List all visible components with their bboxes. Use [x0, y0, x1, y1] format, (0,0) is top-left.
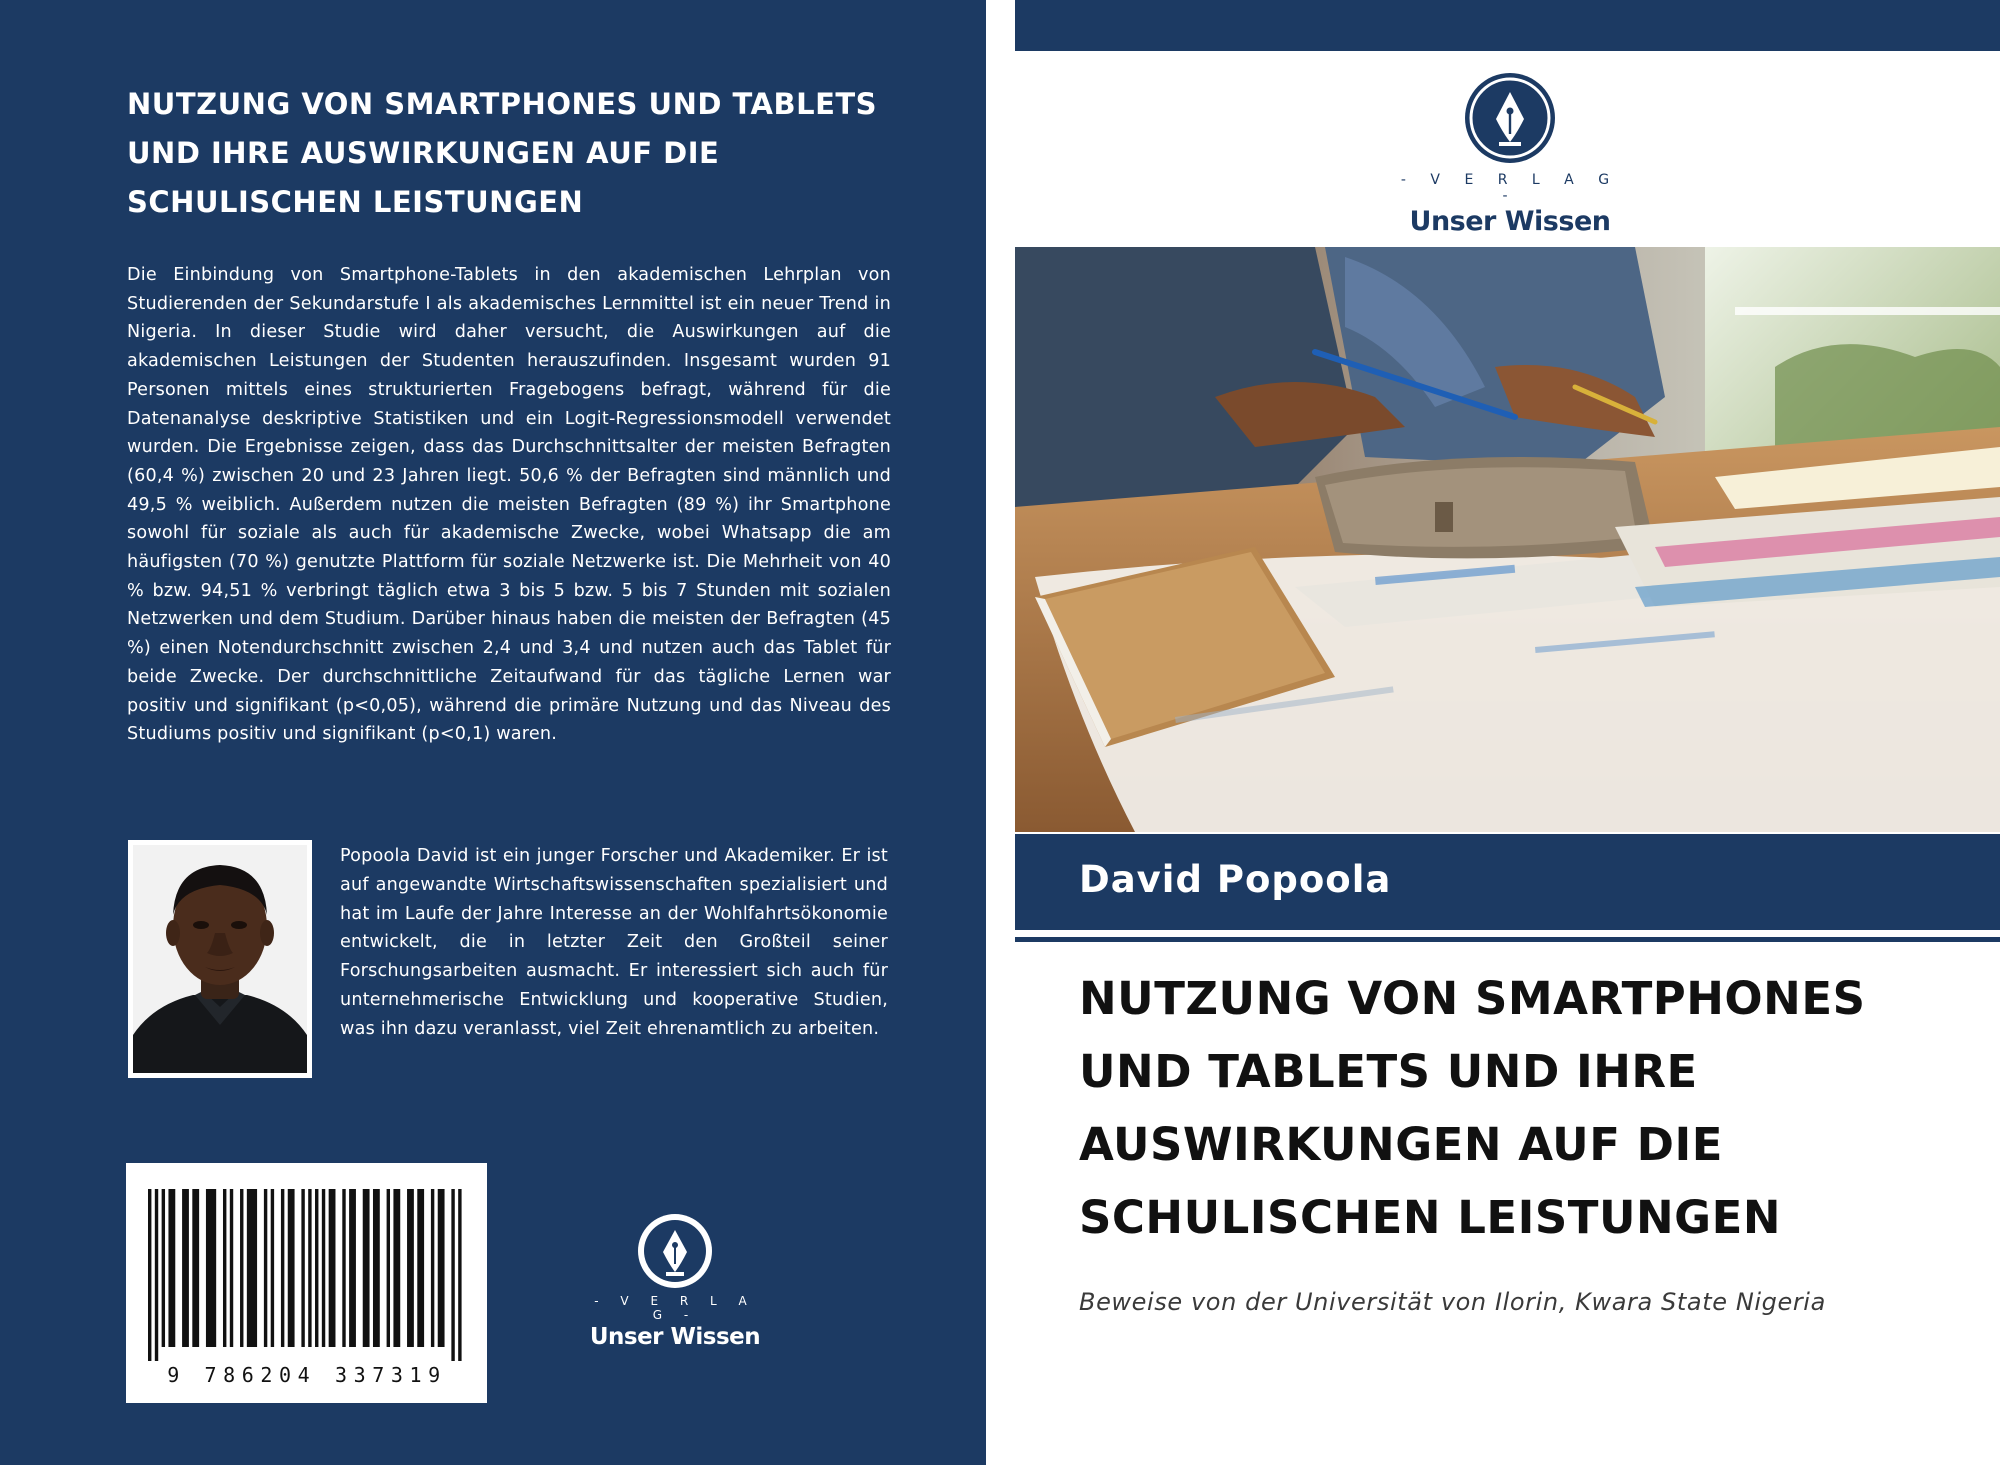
cover-photo: [1015, 247, 2000, 832]
barcode-bar: [192, 1189, 199, 1347]
back-cover-title: NUTZUNG VON SMARTPHONES UND TABLETS UND IHRE AUSWIRKUNGEN AUF DIE SCHULISCHEN LEISTUNGEN: [127, 87, 878, 219]
author-portrait-photo: [133, 845, 307, 1073]
isbn-barcode: [126, 1163, 487, 1403]
barcode-bar: [240, 1189, 243, 1347]
barcode-bar: [349, 1189, 356, 1347]
barcode-bar: [288, 1189, 295, 1347]
barcode-bar: [417, 1189, 424, 1347]
barcode-bar: [162, 1189, 165, 1347]
barcode-bar: [271, 1189, 274, 1347]
divider-rule: [1015, 937, 2000, 942]
barcode-icon: [148, 1189, 465, 1361]
back-verlag-label: - V E R L A G -: [594, 1294, 756, 1322]
author-bar: [1015, 834, 2000, 930]
front-cover-subtitle: Beweise von der Universität von Ilorin, Kwara State Nigeria: [1079, 1288, 1826, 1316]
barcode-bar: [301, 1189, 304, 1347]
top-navy-bar: [1015, 0, 2000, 51]
barcode-bar: [308, 1189, 311, 1347]
barcode-bar: [155, 1189, 158, 1361]
front-cover: [1015, 0, 2000, 1465]
back-cover-abstract: Die Einbindung von Smartphone-Tablets in den akademischen Lehrplan von Studierenden der Sekundarstufe I als akademisches Lernmittel ist ein neuer Trend in Nigeria. In dieser Studie wird daher versucht, die Auswirkungen auf die akademischen Leistungen der Studenten herauszufinden. Insgesamt wurden 91 Personen mittels eines strukturierten Fragebogens befragt, während für die Datenanalyse deskriptive Statistiken und ein Logit-Regressionsmodell verwendet wurden. Die Ergebnisse zeigen, dass das Durchschnittsalter der meisten Befragten (60,4 %) zwischen 20 und 23 Jahren liegt. 50,6 % der Befragten sind männlich und 49,5 % weiblich. Außerdem nutzen die meisten Befragten (89 %) ihr Smartphone sowohl für soziale als auch für akademische Zwecke, wobei Whatsapp die am häufigsten (70 %) genutzte Plattform für soziale Netzwerke ist. Die Mehrheit von 40 % bzw. 94,51 % verbringt täglich etwa 3 bis 5 bzw. 5 bis 7 Stunden mit sozialen Netzwerken und dem Studium. Darüber hinaus haben die meisten der Befragten (45 %) einen Notendurchschnitt zwischen 2,4 und 3,4 und nutzen auch das Tablet für beide Zwecke. Der durchschnittliche Zeitaufwand für das tägliche Lernen war positiv und signifikant (p<0,05), während die primäre Nutzung und das Niveau des Studiums positiv und signifikant (p<0,1) waren.: [127, 265, 891, 745]
barcode-bar: [315, 1189, 318, 1347]
author-bio: Popoola David ist ein junger Forscher und Akademiker. Er ist auf angewandte Wirtschaftswissenschaften spezialisiert und hat im Laufe der Jahre Interesse an der Wohlfahrtsökonomie entwickelt, die in letzter Zeit den Großteil seiner Forschungsarbeiten ausmacht. Er interessiert sich auch für unternehmerische Entwicklung und kooperative Studien, was ihn dazu veranlasst, viel Zeit ehrenamtlich zu arbeiten.: [340, 846, 888, 1039]
spine-gap: [986, 0, 1015, 1465]
front-publisher-name: Unser Wissen: [1409, 206, 1611, 237]
front-publisher-logo: [1395, 72, 1625, 237]
barcode-bar: [407, 1189, 414, 1347]
back-publisher-name: Unser Wissen: [589, 1324, 761, 1350]
barcode-bar: [182, 1189, 189, 1347]
fountain-pen-nib-seal-icon: [1464, 72, 1556, 164]
barcode-bar: [322, 1189, 325, 1347]
barcode-bar: [458, 1189, 461, 1361]
isbn-digits: 9 786204 337319: [167, 1363, 447, 1387]
front-cover-title: NUTZUNG VON SMARTPHONES UND TABLETS UND IHRE AUSWIRKUNGEN AUF DIE SCHULISCHEN LEISTUNGEN: [1079, 972, 1866, 1244]
barcode-bar: [206, 1189, 216, 1347]
students-writing-at-desk-photo: [1015, 247, 2000, 832]
front-verlag-label: - V E R L A G -: [1400, 172, 1620, 204]
barcode-bar: [373, 1189, 380, 1347]
author-photo: [128, 840, 312, 1078]
back-cover: [0, 0, 986, 1465]
barcode-bar: [230, 1189, 233, 1347]
barcode-bar: [451, 1189, 454, 1361]
barcode-bar: [329, 1189, 336, 1347]
barcode-bar: [363, 1189, 370, 1347]
barcode-bar: [148, 1189, 151, 1361]
front-author-name: David Popoola: [1079, 858, 1392, 901]
barcode-bar: [247, 1189, 257, 1347]
barcode-bar: [264, 1189, 267, 1347]
back-publisher-logo: [580, 1212, 770, 1350]
barcode-bar: [168, 1189, 175, 1347]
fountain-pen-nib-seal-icon: [636, 1212, 714, 1290]
barcode-bar: [281, 1189, 284, 1347]
barcode-bar: [387, 1189, 390, 1347]
barcode-bar: [438, 1189, 445, 1347]
barcode-bar: [342, 1189, 345, 1347]
barcode-bar: [431, 1189, 434, 1347]
barcode-bar: [393, 1189, 400, 1347]
barcode-bar: [223, 1189, 226, 1347]
